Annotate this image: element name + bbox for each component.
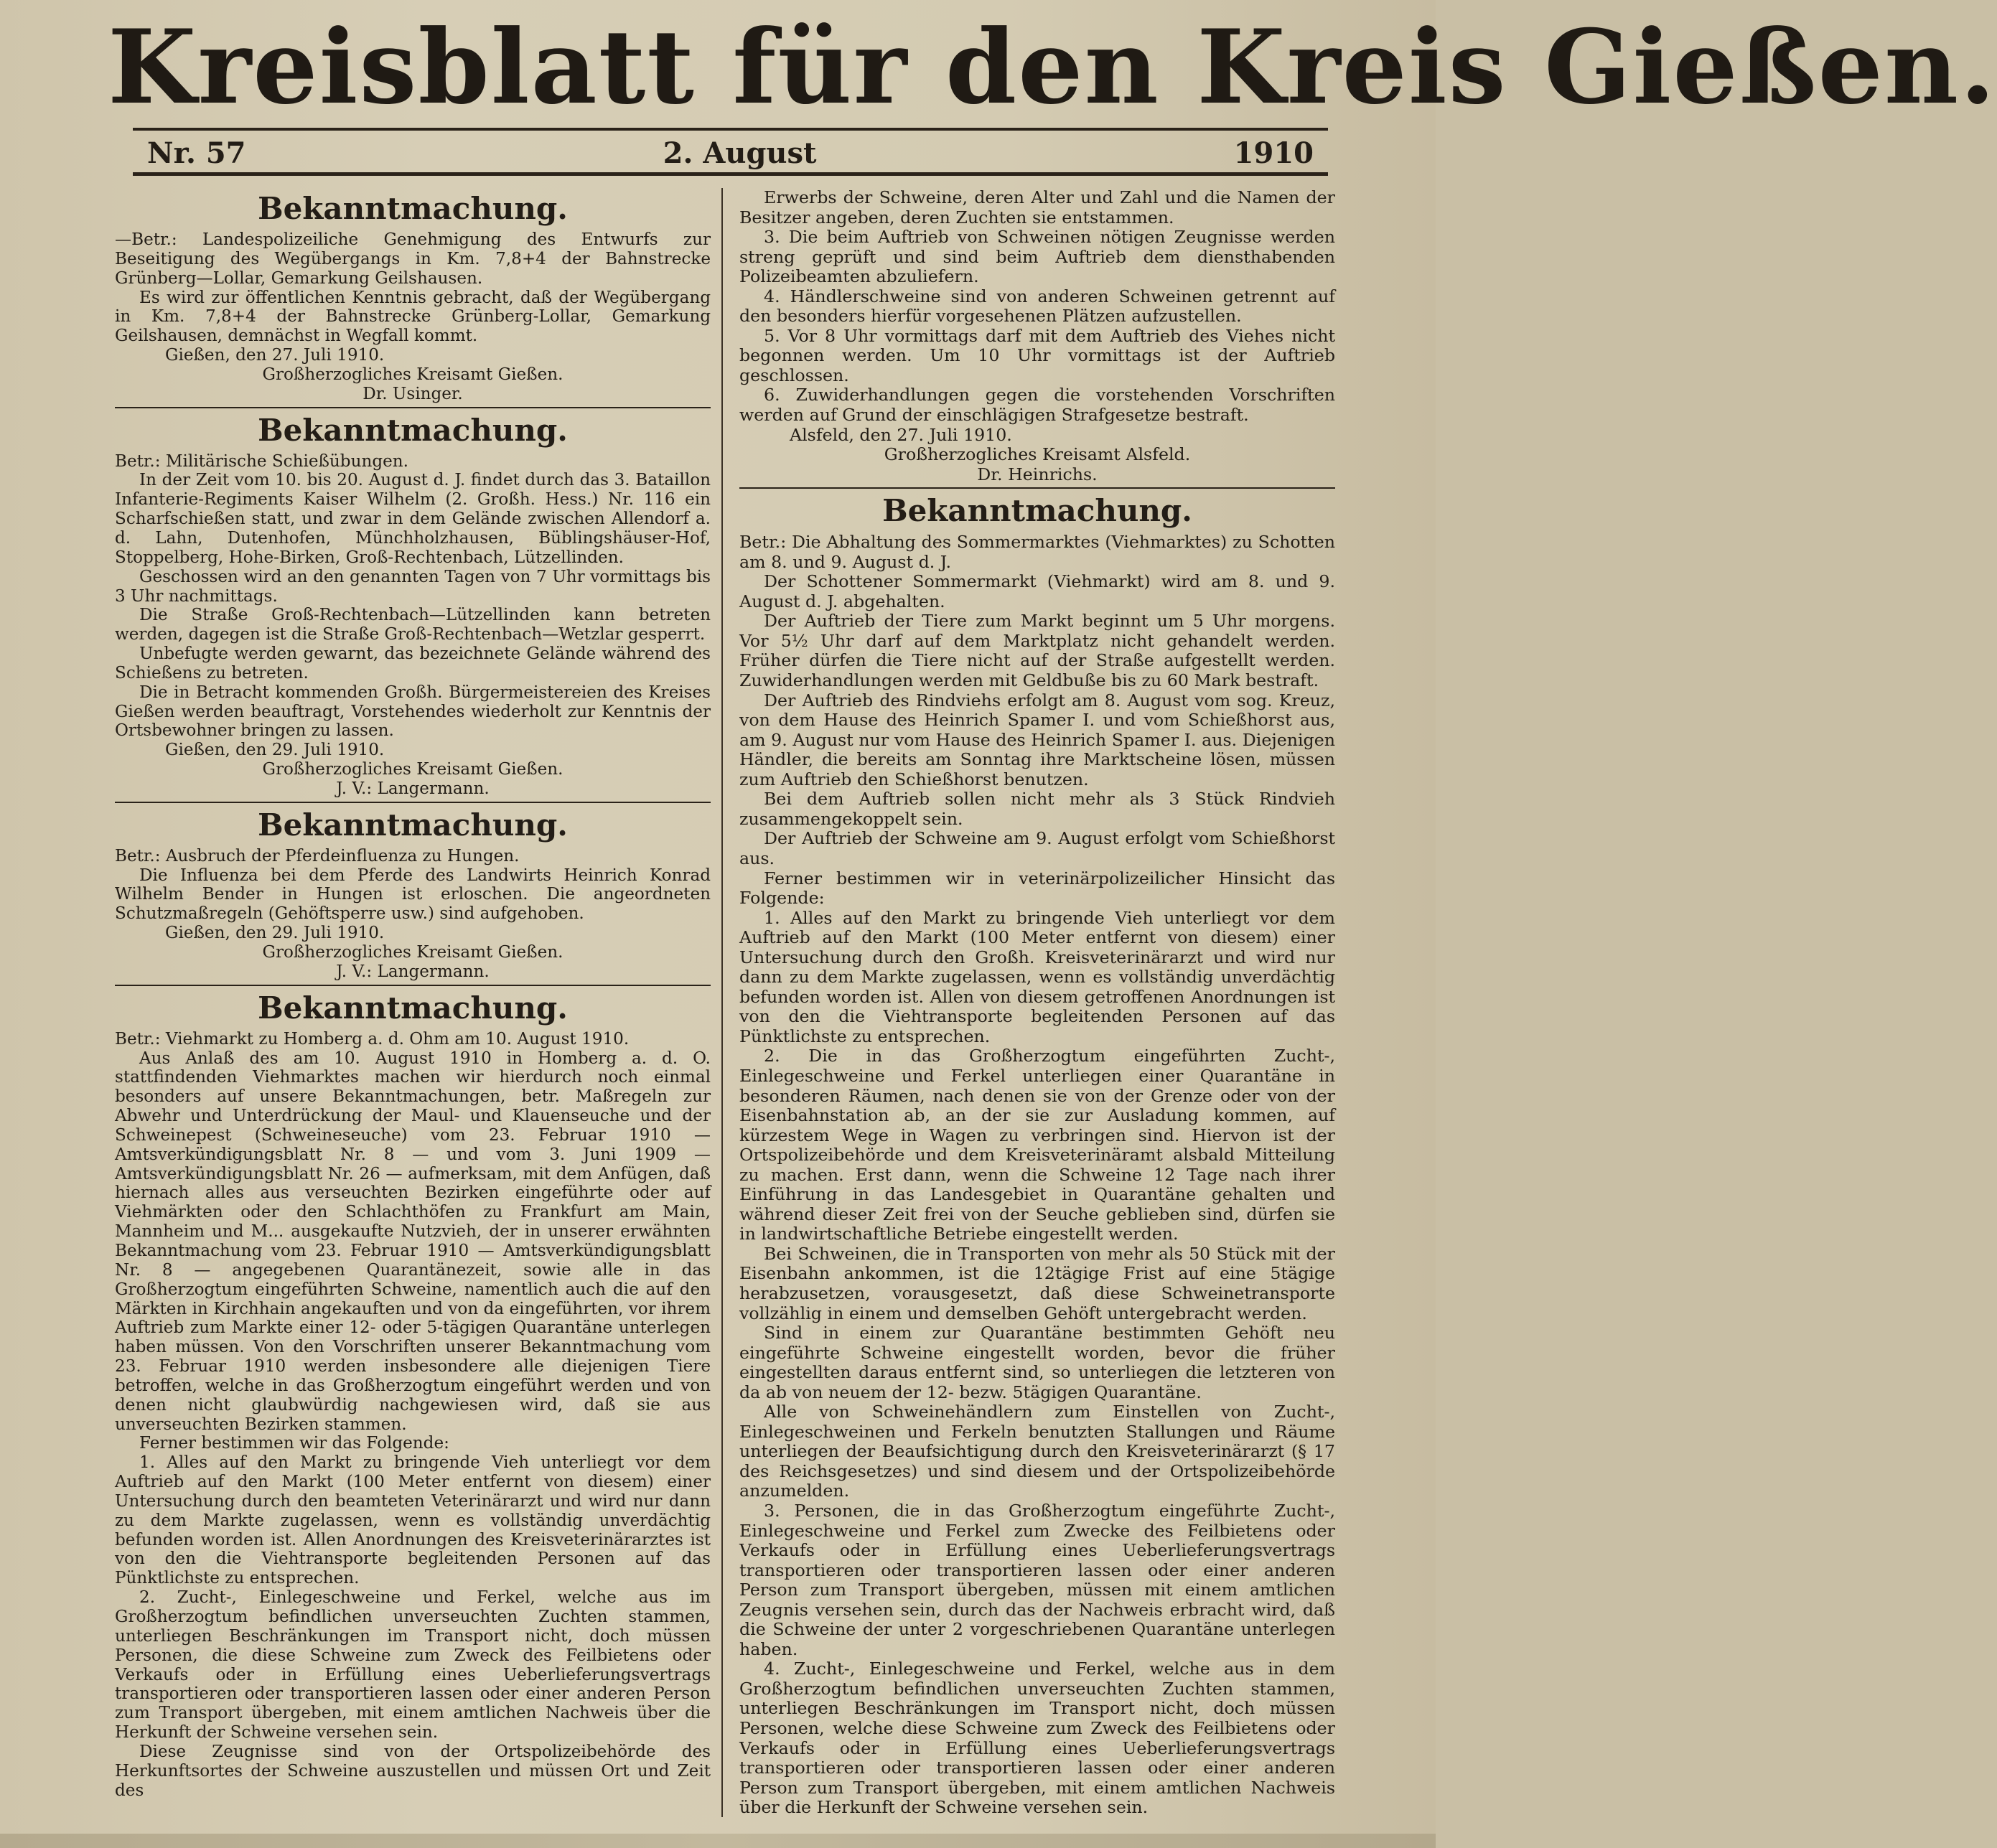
notice-paragraph: Die Influenza bei dem Pferde des Landwirts Heinrich Konrad Wilhelm Bender in Hungen ist erloschen. Die angeordneten Schutzmaßregeln (Gehöftsperre usw.) sind aufgehoben. xyxy=(115,866,711,924)
notice-paragraph: Alle von Schweinehändlern zum Einstellen von Zucht-, Einlegeschweinen und Ferkeln benutzten Stallungen und Räume unterliegen der Beaufsichtigung durch den Kreisveterinärarzt (§ 17 des Reichsgesetzes) und sind diesem und der Ortspolizeibehörde anzumelden. xyxy=(739,1402,1335,1501)
notice-signature: Dr. Heinrichs. xyxy=(977,464,1098,484)
dateline xyxy=(147,134,1314,172)
notice-paragraph: 4. Zucht-, Einlegeschweine und Ferkel, welche aus in dem Großherzogtum befindlichen unverseuchten Zuchten stammen, unterliegen Beschränkungen im Transport nicht, doch müssen Personen, welche diese Schweine zum Zweck des Feilbietens oder Verkaufs oder in Erfüllung eines Ueberlieferungsvertrags transportieren oder transportieren lassen oder einer anderen Person zum Transport übergeben, mit einem amtlichen Nachweis über die Herkunft der Schweine versehen sein. xyxy=(739,1659,1335,1818)
notice-divider xyxy=(115,802,711,803)
notice xyxy=(115,989,711,1801)
notice-authority: Großherzogliches Kreisamt Gießen. xyxy=(262,365,563,384)
notice-paragraph: Ferner bestimmen wir in veterinärpolizeilicher Hinsicht das Folgende: xyxy=(739,868,1335,909)
notice-paragraph: Der Schottener Sommermarkt (Viehmarkt) wird am 8. und 9. August d. J. abgehalten. xyxy=(739,571,1335,611)
notice-paragraph: Bei dem Auftrieb sollen nicht mehr als 3 Stück Rindvieh zusammengekoppelt sein. xyxy=(739,789,1335,829)
notice-title: Bekanntmachung. xyxy=(882,493,1192,529)
notice-paragraph: 3. Die beim Auftrieb von Schweinen nötigen Zeugnisse werden streng geprüft und sind beim Auftrieb dem diensthabenden Polizeibeamten abzuliefern. xyxy=(739,227,1335,287)
notice xyxy=(739,492,1335,1818)
masthead-rule-top xyxy=(133,128,1328,131)
notice-paragraph: Ferner bestimmen wir das Folgende: xyxy=(139,1434,449,1453)
issue-year: 1910 xyxy=(1233,136,1314,170)
notice-divider xyxy=(115,985,711,986)
notice-subject: —Betr.: Landespolizeiliche Genehmigung des Entwurfs zur Beseitigung des Wegübergangs in Km. 7,8+4 der Bahnstrecke Grünberg—Lollar, Gemarkung Geilshausen. xyxy=(115,230,711,288)
notice-paragraph: Aus Anlaß des am 10. August 1910 in Homberg a. d. O. stattfindenden Viehmarktes machen wir hierdurch noch einmal besonders auf unsere Bekanntmachungen, betr. Maßregeln zur Abwehr und Unterdrückung der Maul- und Klauenseuche und der Schweinepest (Schweineseuche) vom 23. Februar 1910 — Amtsverkündigungsblatt Nr. 8 — und vom 3. Juni 1909 — Amtsverkündigungsblatt Nr. 26 — aufmerksam, mit dem Anfügen, daß hiernach alles aus verseuchten Bezirken eingeführte oder auf Viehmärkten oder den Schlachthöfen zu Frankfurt am Main, Mannheim und M... ausgekaufte Nutzvieh, der in unserer erwähnten Bekanntmachung vom 23. Februar 1910 — Amtsverkündigungsblatt Nr. 8 — angegebenen Quarantänezeit, sowie alle in das Großherzogtum eingeführten Schweine, namentlich auch die auf den Märkten in Kirchhain angekauften und von da eingeführten, vor ihrem Auftrieb zum Markte einer 12- oder 5-tägigen Quarantäne unterlegen haben müssen. Von den Vorschriften unserer Bekanntmachung vom 23. Februar 1910 werden insbesondere alle diejenigen Tiere betroffen, welche in das Großherzogtum eingeführt werden und von denen nicht glaubwürdig nachgewiesen wird, daß sie aus unverseuchten Bezirken stammen. xyxy=(115,1049,711,1434)
notice xyxy=(115,189,711,408)
notice-paragraph: Diese Zeugnisse sind von der Ortspolizeibehörde des Herkunftsortes der Schweine auszustellen und müssen Ort und Zeit des xyxy=(115,1742,711,1800)
notice xyxy=(115,806,711,986)
notice-divider xyxy=(739,487,1335,489)
notice xyxy=(739,188,1335,489)
notice-divider xyxy=(115,407,711,408)
notice-paragraph: 2. Die in das Großherzogtum eingeführten Zucht-, Einlegeschweine und Ferkel unterliegen einer Quarantäne in besonderen Räumen, nach denen sie von der Grenze oder von der Eisenbahnstation ab, an der sie zur Ausladung kommen, auf kürzestem Wege in Wagen zu verbringen sind. Hiervon ist der Ortspolizeibehörde und dem Kreisveterinäramt alsbald Mitteilung zu machen. Erst dann, wenn die Schweine 12 Tage nach ihrer Einführung in das Landesgebiet in Quarantäne gehalten und während dieser Zeit frei von der Seuche geblieben sind, dürfen sie in landwirtschaftliche Betriebe eingestellt werden. xyxy=(739,1046,1335,1244)
notice-paragraph: 4. Händlerschweine sind von anderen Schweinen getrennt auf den besonders hierfür vorgesehenen Plätzen aufzustellen. xyxy=(739,286,1335,327)
notice-title: Bekanntmachung. xyxy=(258,191,568,226)
notice-paragraph: Der Auftrieb der Tiere zum Markt beginnt um 5 Uhr morgens. Vor 5½ Uhr darf auf dem Marktplatz nicht gehandelt werden. Früher dürfen die Tiere nicht auf der Straße aufgestellt werden. Zuwiderhandlungen werden mit Geldbuße bis zu 60 Mark bestraft. xyxy=(739,611,1335,691)
notice xyxy=(115,411,711,803)
notice-subject: Betr.: Ausbruch der Pferdeinfluenza zu Hungen. xyxy=(115,846,520,866)
notice-title: Bekanntmachung. xyxy=(258,807,568,843)
notice-paragraph: 3. Personen, die in das Großherzogtum eingeführte Zucht-, Einlegeschweine und Ferkel zum Zwecke des Feilbietens oder Verkaufs oder in Erfüllung eines Ueberlieferungsvertrags transportieren oder transportieren lassen oder einer anderen Person zum Transport übergeben, müssen mit einem amtlichen Zeugnis versehen sein, durch das der Nachweis erbracht wird, daß die Schweine der unter 2 vorgeschriebenen Quarantäne unterlegen haben. xyxy=(739,1501,1335,1659)
left-column xyxy=(115,188,711,1800)
notice-paragraph: Geschossen wird an den genannten Tagen von 7 Uhr vormittags bis 3 Uhr nachmittags. xyxy=(115,567,711,606)
issue-date: 2. August xyxy=(663,136,817,170)
masthead-rule-bottom xyxy=(133,172,1328,176)
notice-title: Bekanntmachung. xyxy=(258,990,568,1026)
notice-paragraph: Die in Betracht kommenden Großh. Bürgermeistereien des Kreises Gießen werden beauftragt, Vorstehendes wiederholt zur Kenntnis der Ortsbewohner bringen zu lassen. xyxy=(115,683,711,741)
notice-authority: Großherzogliches Kreisamt Gießen. xyxy=(262,943,563,962)
notice-authority: Großherzogliches Kreisamt Gießen. xyxy=(262,760,563,779)
notice-title: Bekanntmachung. xyxy=(258,412,568,448)
notice-paragraph: 5. Vor 8 Uhr vormittags darf mit dem Auftrieb des Viehes nicht begonnen werden. Um 10 Uhr vormittags ist der Auftrieb geschlossen. xyxy=(739,325,1335,385)
notice-paragraph: 1. Alles auf den Markt zu bringende Vieh unterliegt vor dem Auftrieb auf den Markt (100 Meter entfernt von diesem) einer Untersuchung durch den beamteten Veterinärarzt und wird nur dann zu dem Markte zugelassen, wenn es vollständig unverdächtig befunden worden ist. Allen Anordnungen des Kreisveterinärarztes ist von den die Viehtransporte begleitenden Personen auf das Pünktlichste zu entsprechen. xyxy=(115,1453,711,1588)
notice-subject: Betr.: Die Abhaltung des Sommermarktes (Viehmarktes) zu Schotten am 8. und 9. August d. J. xyxy=(739,532,1335,572)
notice-signature: Dr. Usinger. xyxy=(363,384,463,403)
notice-subject: Betr.: Militärische Schießübungen. xyxy=(115,451,408,471)
notice-subject: Betr.: Viehmarkt zu Homberg a. d. Ohm am 10. August 1910. xyxy=(115,1029,630,1049)
notice-place-date: Alsfeld, den 27. Juli 1910. xyxy=(790,424,1012,445)
notice-place-date: Gießen, den 27. Juli 1910. xyxy=(165,346,385,365)
notice-paragraph: 1. Alles auf den Markt zu bringende Vieh unterliegt vor dem Auftrieb auf den Markt (100 Meter entfernt von diesem) einer Untersuchung durch den Großh. Kreisveterinärarzt und wird nur dann zu dem Markte zugelassen, wenn es vollständig unverdächtig befunden worden ist. Allen von diesem getroffenen Anordnungen ist von den die Viehtransporte begleitenden Personen auf das Pünktlichste zu entsprechen. xyxy=(739,907,1335,1046)
notice-paragraph: In der Zeit vom 10. bis 20. August d. J. findet durch das 3. Bataillon Infanterie-Regiments Kaiser Wilhelm (2. Großh. Hess.) Nr. 116 ein Scharfschießen statt, und zwar in dem Gelände zwischen Allendorf a. d. Lahn, Dutenhofen, Münchholzhausen, Büblingshäuser-Hof, Stoppelberg, Hohe-Birken, Groß-Rechtenbach, Lützellinden. xyxy=(115,471,711,567)
notice-paragraph: Es wird zur öffentlichen Kenntnis gebracht, daß der Wegübergang in Km. 7,8+4 der Bahnstrecke Grünberg-Lollar, Gemarkung Geilshausen, demnächst in Wegfall kommt. xyxy=(115,288,711,346)
issue-number: Nr. 57 xyxy=(147,136,246,170)
notice-paragraph: Bei Schweinen, die in Transporten von mehr als 50 Stück mit der Eisenbahn ankommen, ist die 12tägige Frist auf eine 5tägige herabzusetzen, vorausgesetzt, daß diese Schweinetransporte vollzählig in einem und demselben Gehöft untergebracht werden. xyxy=(739,1243,1335,1323)
page-bottom-edge xyxy=(0,1834,1436,1848)
notice-place-date: Gießen, den 29. Juli 1910. xyxy=(165,924,385,943)
notice-paragraph: Erwerbs der Schweine, deren Alter und Zahl und die Namen der Besitzer angeben, deren Zuchten sie entstammen. xyxy=(739,187,1335,228)
notice-paragraph: Der Auftrieb des Rindviehs erfolgt am 8. August vom sog. Kreuz, von dem Hause des Heinrich Spamer I. und vom Schießhorst aus, am 9. August nur vom Hause des Heinrich Spamer I. aus. Diejenigen Händler, die bereits am Sonntag ihre Marktscheine lösen, müssen zum Auftrieb den Schießhorst benutzen. xyxy=(739,690,1335,789)
notice-paragraph: Unbefugte werden gewarnt, das bezeichnete Gelände während des Schießens zu betreten. xyxy=(115,644,711,683)
right-column xyxy=(739,188,1335,1818)
notice-signature: J. V.: Langermann. xyxy=(336,962,490,981)
notice-paragraph: Der Auftrieb der Schweine am 9. August erfolgt vom Schießhorst aus. xyxy=(739,828,1335,868)
notice-place-date: Gießen, den 29. Juli 1910. xyxy=(165,741,385,760)
masthead-title: Kreisblatt für den Kreis Gießen. xyxy=(108,8,1997,127)
notice-authority: Großherzogliches Kreisamt Alsfeld. xyxy=(884,444,1191,465)
column-divider xyxy=(721,188,723,1817)
notice-paragraph: 6. Zuwiderhandlungen gegen die vorstehenden Vorschriften werden auf Grund der einschlägigen Strafgesetze bestraft. xyxy=(739,385,1335,426)
notice-signature: J. V.: Langermann. xyxy=(336,779,490,798)
notice-paragraph: Die Straße Groß-Rechtenbach—Lützellinden kann betreten werden, dagegen ist die Straße Groß-Rechtenbach—Wetzlar gesperrt. xyxy=(115,606,711,644)
notice-paragraph: Sind in einem zur Quarantäne bestimmten Gehöft neu eingeführte Schweine eingestellt worden, bevor die früher eingestellten daraus entfernt sind, so unterliegen die letzteren von da ab von neuem der 12- bezw. 5tägigen Quarantäne. xyxy=(739,1323,1335,1402)
notice-paragraph: 2. Zucht-, Einlegeschweine und Ferkel, welche aus im Großherzogtum befindlichen unverseuchten Zuchten stammen, unterliegen Beschränkungen im Transport nicht, doch müssen Personen, die diese Schweine zum Zweck des Feilbietens oder Verkaufs oder in Erfüllung eines Ueberlieferungsvertrags transportieren oder transportieren lassen oder einer anderen Person zum Transport übergeben, mit einem amtlichen Nachweis über die Herkunft der Schweine versehen sein. xyxy=(115,1588,711,1743)
